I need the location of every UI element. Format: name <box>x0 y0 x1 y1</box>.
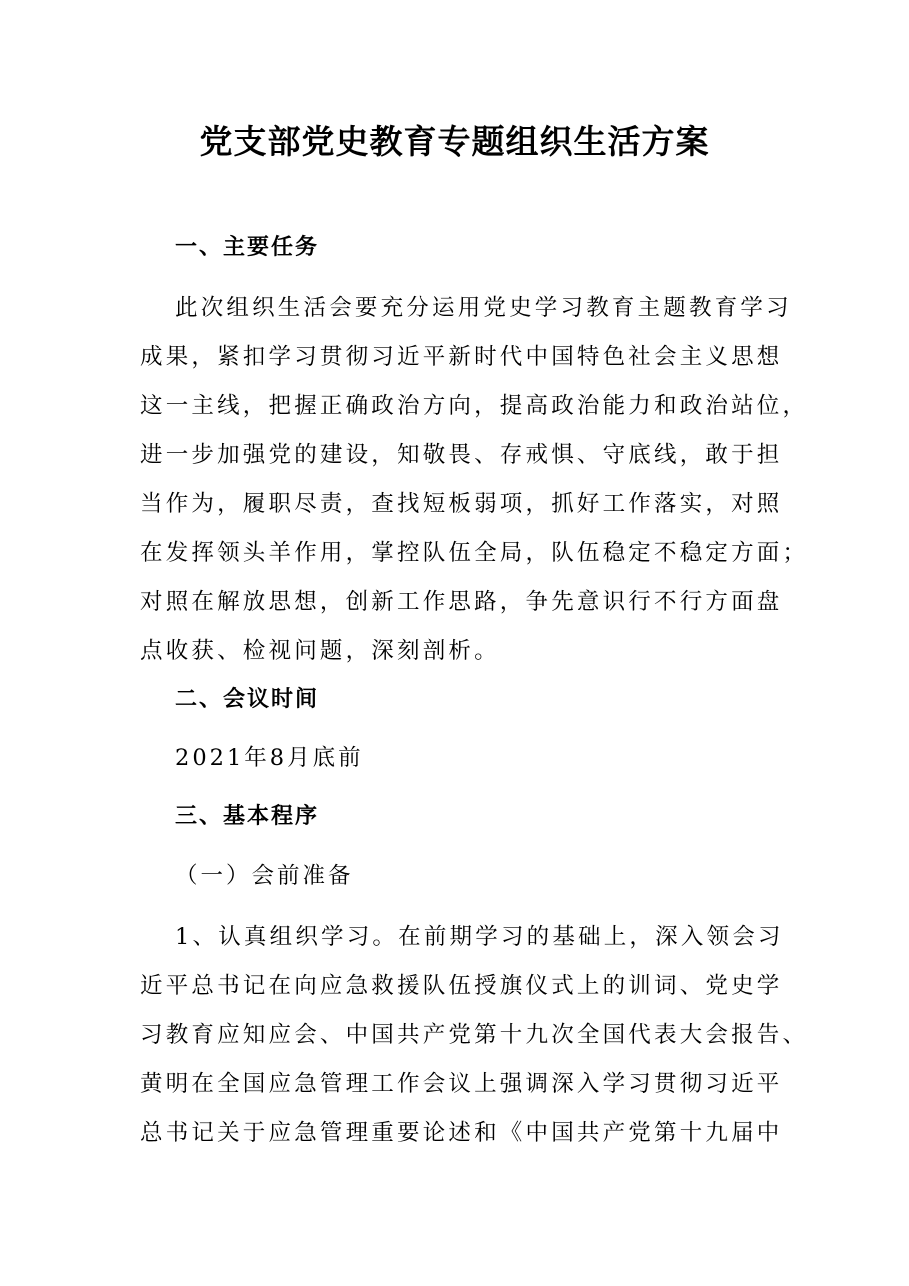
paragraph-line: 进一步加强党的建设，知敬畏、存戒惧、守底线，敢于担 <box>140 442 783 468</box>
paragraph-line: 成果，紧扣学习贯彻习近平新时代中国特色社会主义思想 <box>140 344 783 370</box>
section-paragraph-study <box>140 913 809 1158</box>
paragraph-line: 此次组织生活会要充分运用党史学习教育主题教育学习 <box>175 295 792 321</box>
section-heading-main-tasks: 一、主要任务 <box>175 235 320 260</box>
paragraph-line: 总书记关于应急管理重要论述和《中国共产党第十九届中 <box>140 1120 783 1146</box>
paragraph-line: 1、认真组织学习。在前期学习的基础上，深入领会习 <box>175 924 784 950</box>
paragraph-line: 在发挥领头羊作用，掌控队伍全局，队伍稳定不稳定方面； <box>140 540 809 566</box>
meeting-time-text: 2021年8月底前 <box>175 745 364 771</box>
paragraph-line: 当作为，履职尽责，查找短板弱项，抓好工作落实，对照 <box>140 491 783 517</box>
paragraph-line: 近平总书记在向应急救援队伍授旗仪式上的训词、党史学 <box>140 973 783 999</box>
paragraph-line: 点收获、检视问题，深刻剖析。 <box>140 638 500 664</box>
section-paragraph-main-tasks <box>140 284 809 676</box>
paragraph-line: 这一主线，把握正确政治方向，提高政治能力和政治站位， <box>140 393 809 419</box>
paragraph-line: 黄明在全国应急管理工作会议上强调深入学习贯彻习近平 <box>140 1071 783 1097</box>
section-heading-meeting-time: 二、会议时间 <box>175 687 320 712</box>
document-title: 党支部党史教育专题组织生活方案 <box>199 122 710 161</box>
subsection-heading-preparation: （一）会前准备 <box>175 863 354 889</box>
paragraph-line: 习教育应知应会、中国共产党第十九次全国代表大会报告、 <box>140 1022 809 1048</box>
paragraph-line: 对照在解放思想，创新工作思路，争先意识行不行方面盘 <box>140 589 783 615</box>
section-heading-basic-procedure: 三、基本程序 <box>175 804 320 829</box>
